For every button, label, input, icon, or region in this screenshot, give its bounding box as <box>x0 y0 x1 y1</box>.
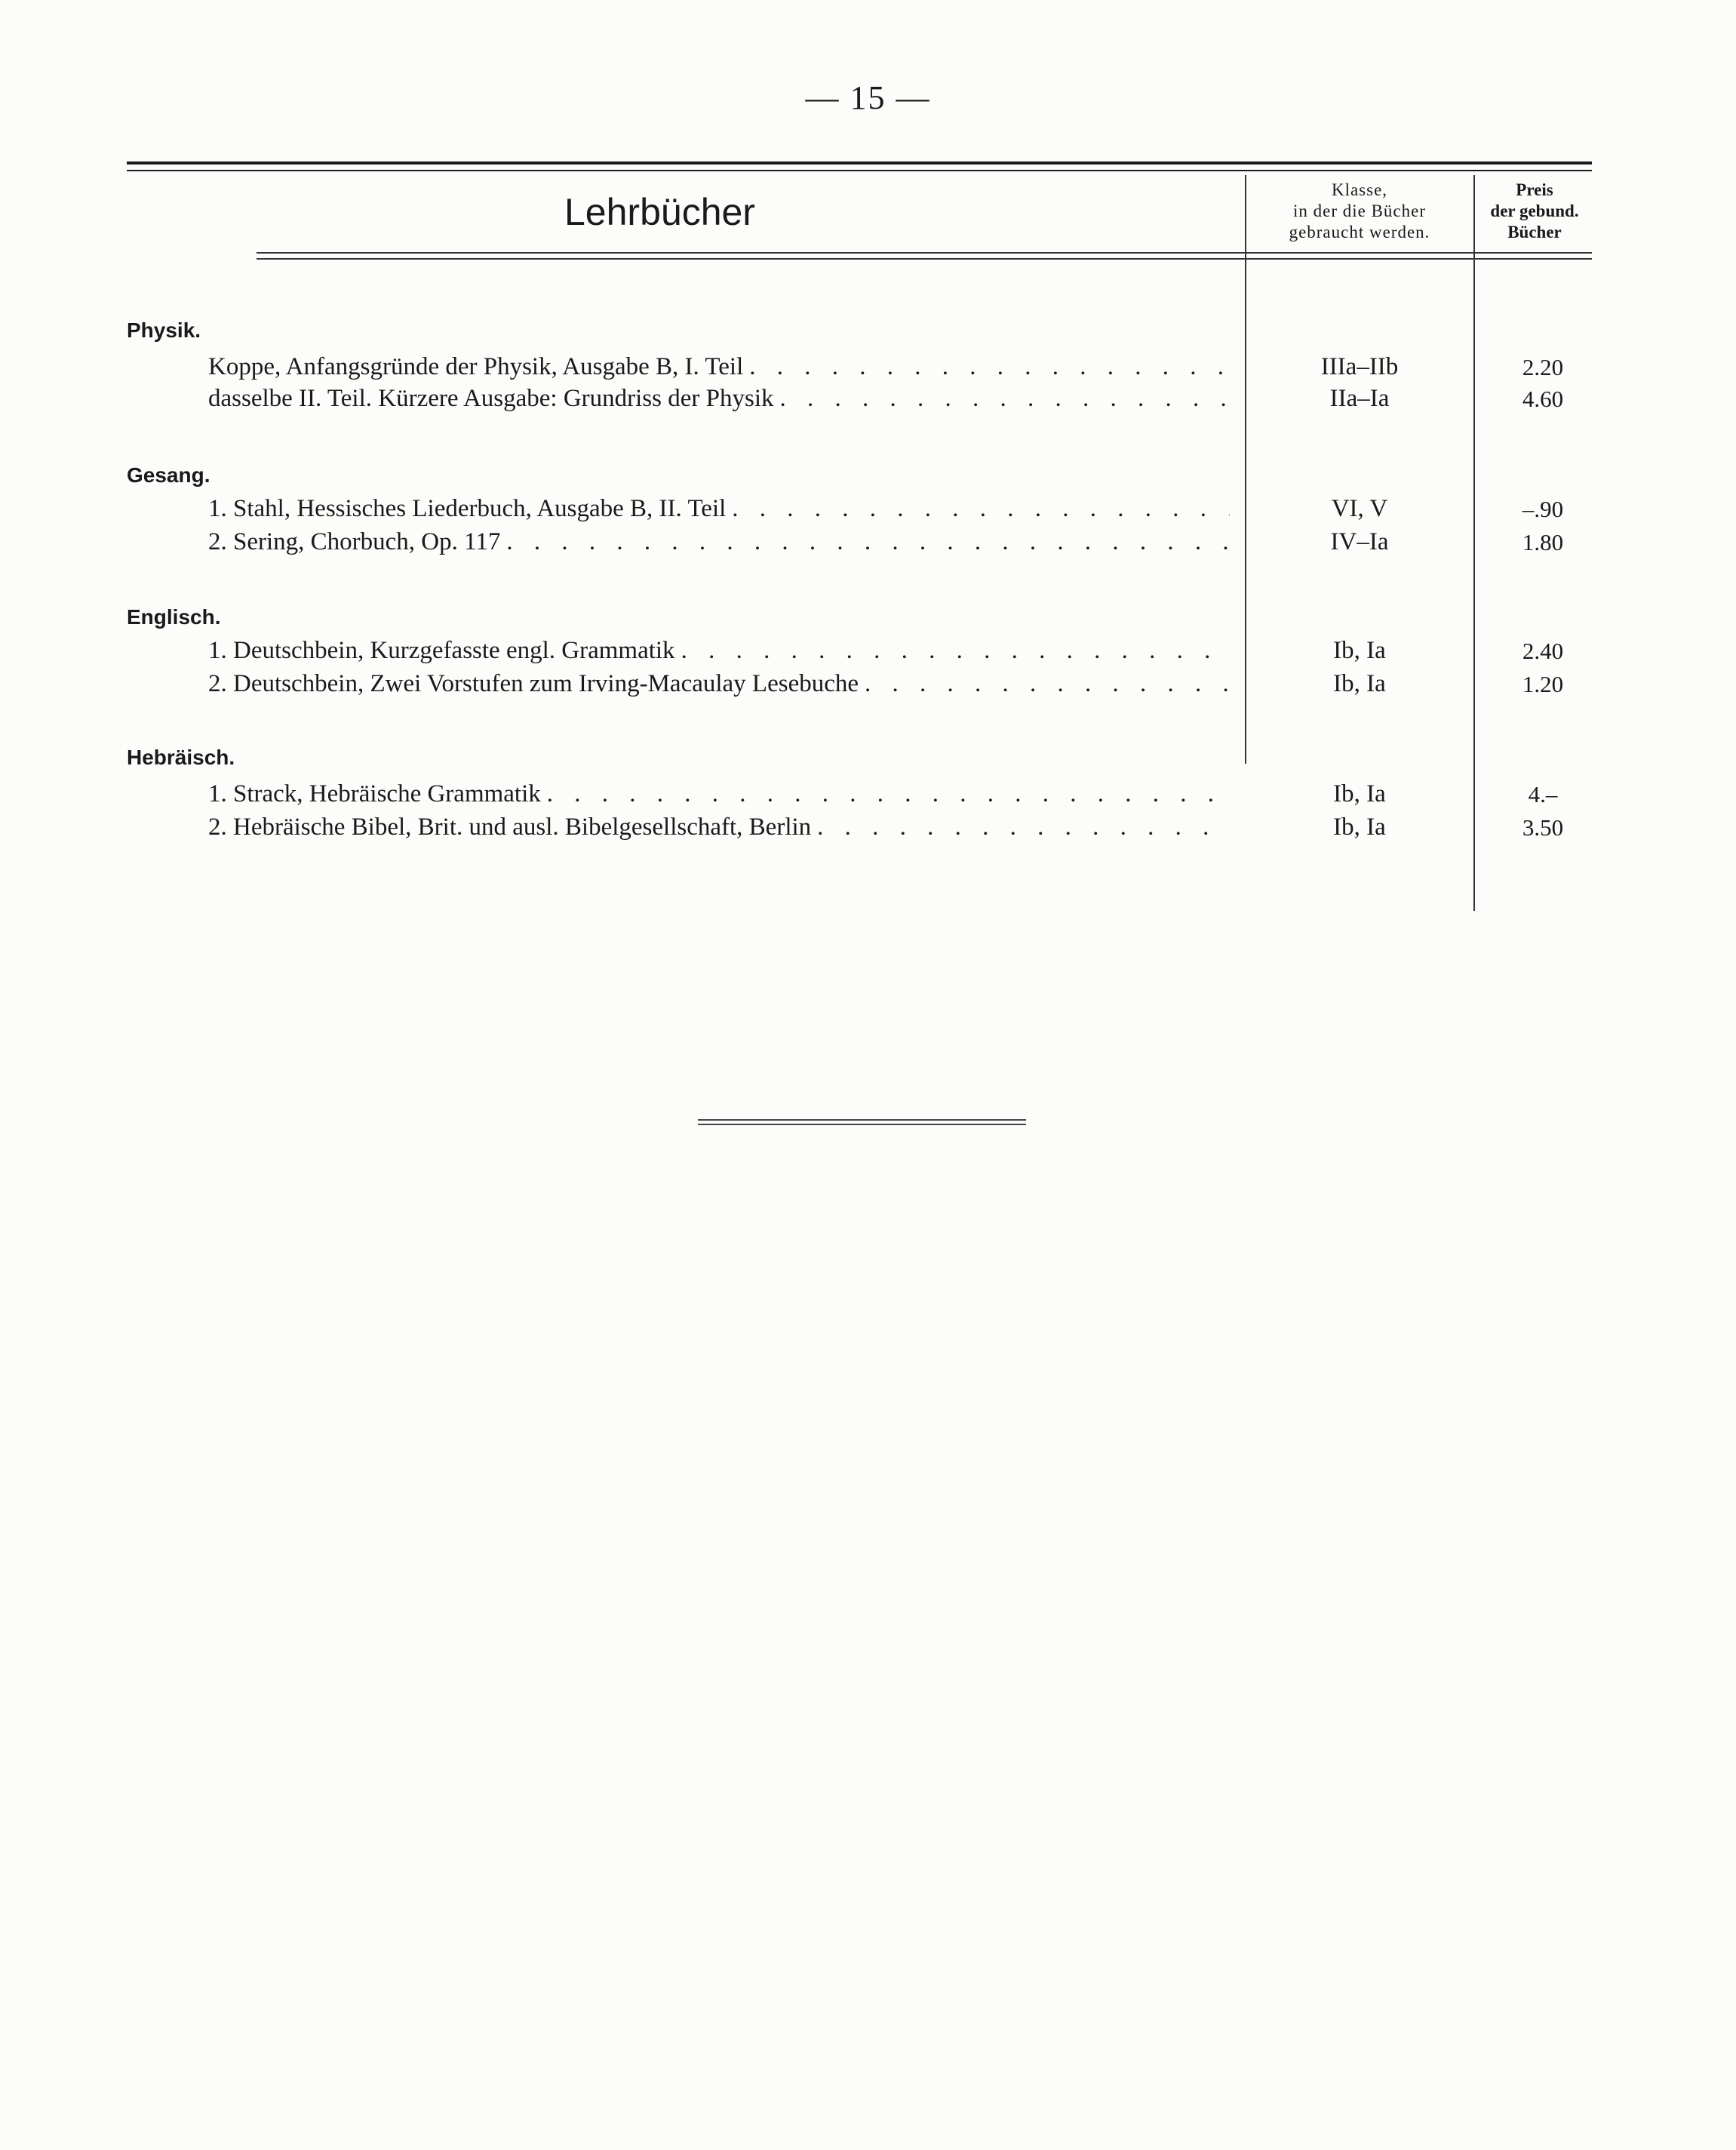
book-title: 2. Sering, Chorbuch, Op. 117 <box>208 528 501 555</box>
book-title: Koppe, Anfangsgründe der Physik, Ausgabe B, I. Teil <box>208 353 744 380</box>
book-preis: 1.80 <box>1522 529 1564 555</box>
column-header-klasse-text: Klasse, in der die Bücher gebraucht werden. <box>1289 180 1430 241</box>
column-header-klasse <box>1246 180 1473 243</box>
dot-leader <box>506 528 1230 556</box>
book-klasse: Ib, Ia <box>1333 814 1386 841</box>
book-preis: 1.20 <box>1522 671 1564 697</box>
dot-leader <box>780 385 1231 413</box>
book-preis: 2.40 <box>1522 638 1564 664</box>
book-klasse: Ib, Ia <box>1333 670 1386 697</box>
book-title: 2. Hebräische Bibel, Brit. und ausl. Bibelgesellschaft, Berlin <box>208 814 812 841</box>
book-title: 1. Strack, Hebräische Grammatik <box>208 780 541 807</box>
section-heading-hebraeisch: Hebräisch. <box>127 746 235 769</box>
book-title: dasselbe II. Teil. Kürzere Ausgabe: Grundriss der Physik <box>208 385 774 412</box>
book-preis: 3.50 <box>1522 814 1564 841</box>
header-rule-thin <box>257 258 1592 260</box>
book-preis: –.90 <box>1522 496 1564 522</box>
book-klasse: VI, V <box>1331 495 1388 522</box>
section-heading-gesang: Gesang. <box>127 463 210 487</box>
dot-leader <box>732 495 1230 523</box>
end-rule-thin <box>698 1124 1026 1125</box>
list-item <box>208 353 1230 381</box>
list-item <box>208 385 1230 413</box>
section-heading-physik: Physik. <box>127 318 201 342</box>
list-item <box>208 637 1230 665</box>
column-header-preis <box>1475 180 1594 243</box>
list-item <box>208 528 1230 556</box>
list-item <box>208 780 1230 808</box>
dot-leader <box>817 814 1230 841</box>
book-title: 2. Deutschbein, Zwei Vorstufen zum Irving-Macaulay Lesebuche <box>208 670 859 697</box>
page-title: Lehrbücher <box>564 191 755 233</box>
dot-leader <box>749 353 1230 381</box>
top-rule-thin <box>127 170 1592 171</box>
book-klasse: Ib, Ia <box>1333 780 1386 807</box>
book-klasse: IIa–Ia <box>1329 385 1390 412</box>
top-rule <box>127 161 1592 165</box>
section-heading-englisch: Englisch. <box>127 605 221 629</box>
header-rule <box>257 252 1592 254</box>
dot-leader <box>865 670 1230 698</box>
book-preis: 4.– <box>1528 781 1558 807</box>
book-klasse: Ib, Ia <box>1333 637 1386 664</box>
book-preis: 4.60 <box>1522 386 1564 412</box>
dot-leader <box>547 780 1230 808</box>
end-rule <box>698 1119 1026 1121</box>
list-item <box>208 495 1230 523</box>
book-title: 1. Deutschbein, Kurzgefasste engl. Grammatik <box>208 637 675 664</box>
book-klasse: IIIa–IIb <box>1320 353 1399 380</box>
dot-leader <box>681 637 1230 665</box>
book-title: 1. Stahl, Hessisches Liederbuch, Ausgabe B, II. Teil <box>208 495 727 522</box>
book-preis: 2.20 <box>1522 354 1564 380</box>
list-item <box>208 814 1230 841</box>
column-header-preis-text: Preis der gebund. Bücher <box>1490 180 1579 241</box>
book-klasse: IV–Ia <box>1330 528 1389 555</box>
page-number: — 15 — <box>805 79 931 116</box>
list-item <box>208 670 1230 698</box>
